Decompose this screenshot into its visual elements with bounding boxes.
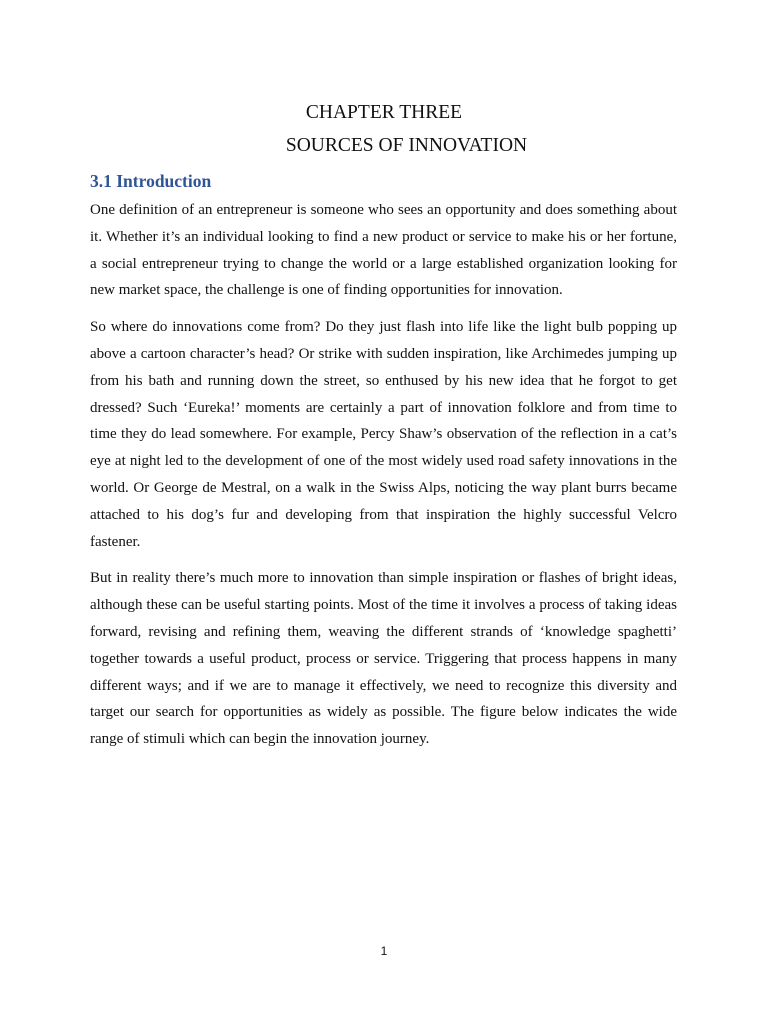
- paragraph: But in reality there’s much more to innovation than simple inspiration or flashes of bright ideas, although these can be useful starting points. Most of the time it involves a process of taking ideas forward, revising and refining them, weaving the different strands of ‘knowledge spaghetti’ together towards a useful product, process or service. Triggering that process happens in many different ways; and if we are to manage it effectively, we need to recognize this diversity and target our search for opportunities as widely as possible. The figure below indicates the wide range of stimuli which can begin the innovation journey.: [90, 570, 677, 748]
- chapter-subtitle: SOURCES OF INNOVATION: [285, 135, 528, 156]
- chapter-title: CHAPTER THREE: [305, 102, 463, 123]
- paragraph: So where do innovations come from? Do they just flash into life like the light bulb popping up above a cartoon character’s head? Or strike with sudden inspiration, like Archimedes jumping up from his bath and running down the street, so enthused by his new idea that he forgot to get dressed? Such ‘Eureka!’ moments are certainly a part of innovation folklore and from time to time they do lead somewhere. For example, Percy Shaw’s observation of the reflection in a cat’s eye at night led to the development of one of the most widely used road safety innovations in the world. Or George de Mestral, on a walk in the Swiss Alps, noticing the way plant burrs became attached to his dog’s fur and developing from that inspiration the highly successful Velcro fastener.: [90, 319, 677, 550]
- page-number: 1: [380, 944, 388, 958]
- body-text: [90, 197, 677, 763]
- section-heading: 3.1 Introduction: [90, 171, 212, 191]
- paragraph: One definition of an entrepreneur is someone who sees an opportunity and does something about it. Whether it’s an individual looking to find a new product or service to make his or her fortune, a social entrepreneur trying to change the world or a large established organization looking for new market space, the challenge is one of finding opportunities for innovation.: [90, 202, 677, 299]
